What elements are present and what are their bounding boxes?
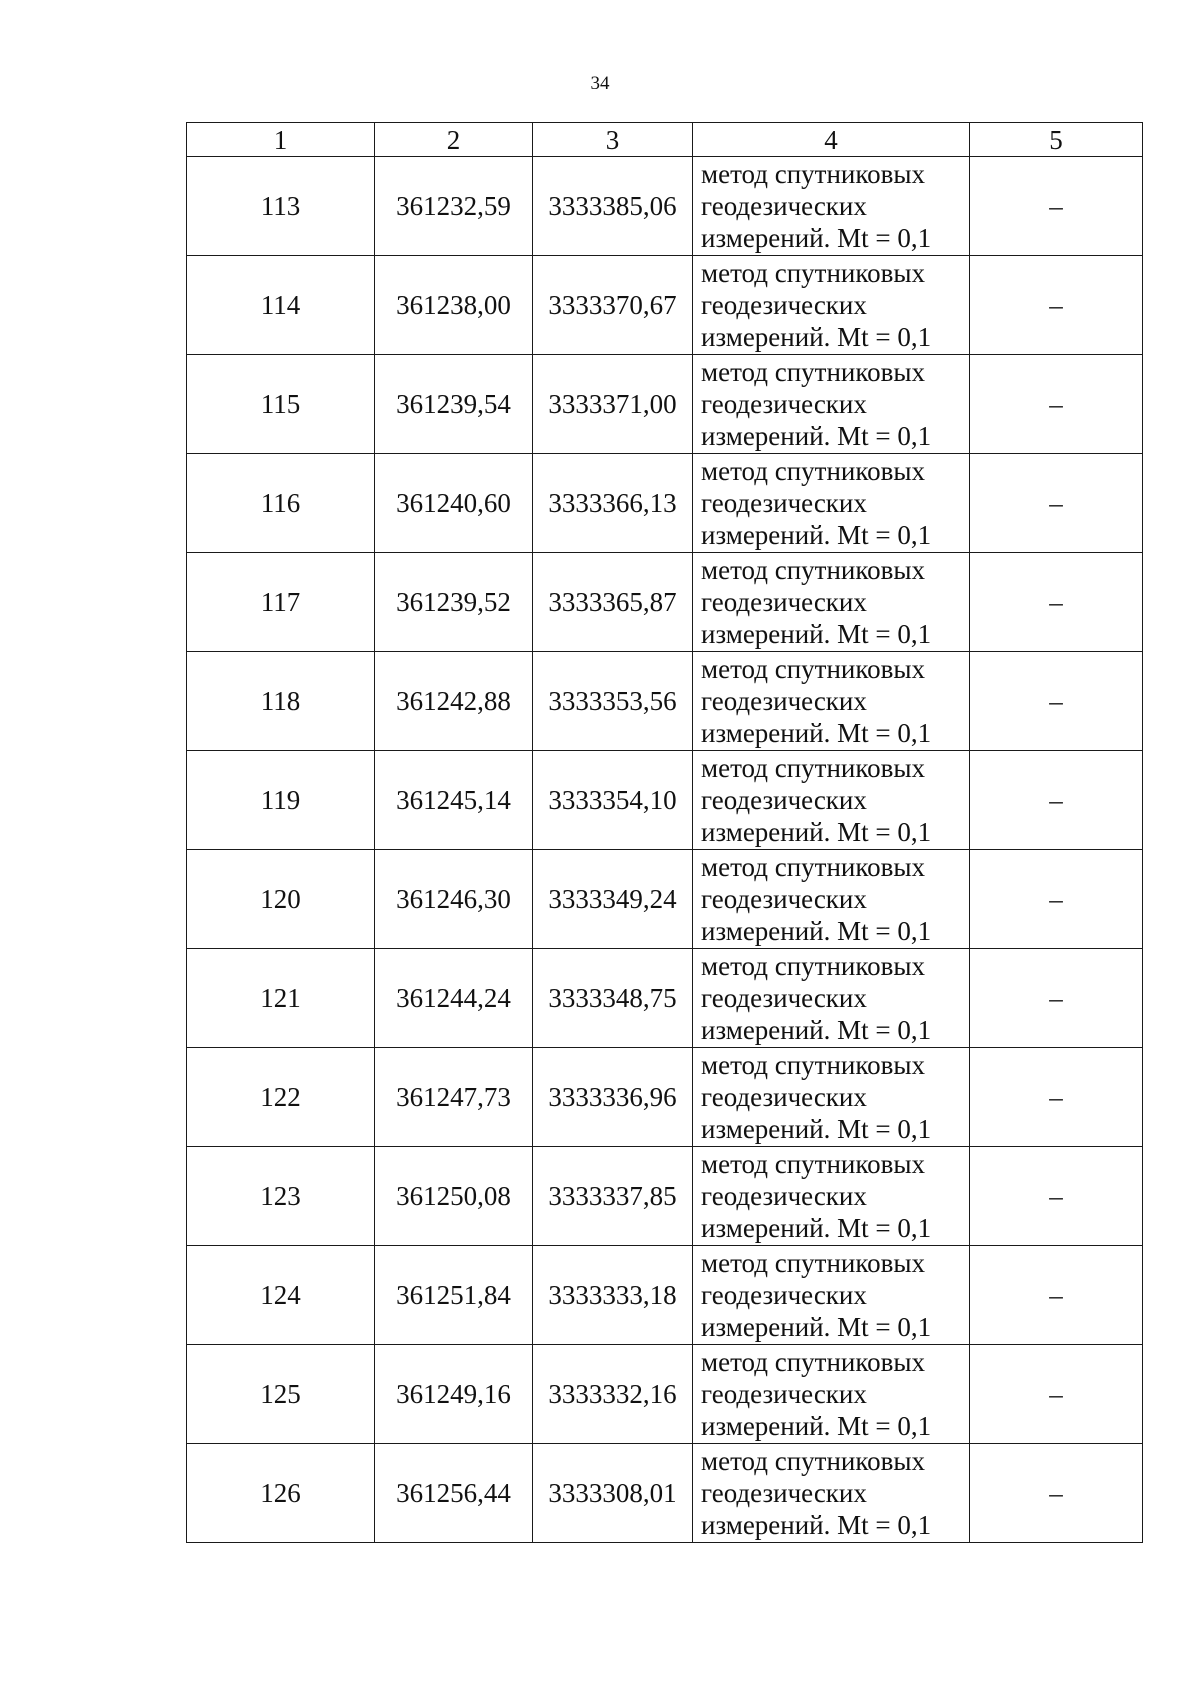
point-number-cell: 115 [187, 355, 375, 454]
x-coordinate-cell: 361251,84 [375, 1246, 533, 1345]
note-cell: – [970, 1345, 1143, 1444]
point-number-cell: 124 [187, 1246, 375, 1345]
table-row [187, 1444, 1143, 1543]
y-coordinate-cell: 3333336,96 [533, 1048, 693, 1147]
header-col-4: 4 [693, 123, 970, 157]
point-number-cell: 120 [187, 850, 375, 949]
table-row [187, 1345, 1143, 1444]
x-coordinate-cell: 361246,30 [375, 850, 533, 949]
method-line: метод спутниковых [701, 1050, 925, 1080]
note-cell: – [970, 1147, 1143, 1246]
method-line: метод спутниковых [701, 258, 925, 288]
method-line: метод спутниковых [701, 1446, 925, 1476]
method-cell [693, 355, 970, 454]
method-cell [693, 553, 970, 652]
method-line: геодезических [701, 191, 867, 221]
method-cell [693, 751, 970, 850]
method-line: метод спутниковых [701, 753, 925, 783]
point-number-cell: 123 [187, 1147, 375, 1246]
table-body [187, 157, 1143, 1543]
note-cell: – [970, 949, 1143, 1048]
method-line: геодезических [701, 587, 867, 617]
header-col-2: 2 [375, 123, 533, 157]
method-line: измерений. Mt = 0,1 [701, 916, 932, 946]
method-line: геодезических [701, 1379, 867, 1409]
x-coordinate-cell: 361238,00 [375, 256, 533, 355]
point-number-cell: 126 [187, 1444, 375, 1543]
y-coordinate-cell: 3333308,01 [533, 1444, 693, 1543]
x-coordinate-cell: 361239,54 [375, 355, 533, 454]
table-row [187, 157, 1143, 256]
point-number-cell: 121 [187, 949, 375, 1048]
point-number-cell: 122 [187, 1048, 375, 1147]
method-cell [693, 1444, 970, 1543]
method-line: измерений. Mt = 0,1 [701, 1015, 932, 1045]
note-cell: – [970, 1444, 1143, 1543]
point-number-cell: 118 [187, 652, 375, 751]
x-coordinate-cell: 361247,73 [375, 1048, 533, 1147]
note-cell: – [970, 1048, 1143, 1147]
method-cell [693, 1345, 970, 1444]
method-line: измерений. Mt = 0,1 [701, 520, 932, 550]
method-cell [693, 157, 970, 256]
y-coordinate-cell: 3333366,13 [533, 454, 693, 553]
table-row [187, 850, 1143, 949]
table-row [187, 256, 1143, 355]
note-cell: – [970, 256, 1143, 355]
header-row [187, 123, 1143, 157]
method-line: геодезических [701, 983, 867, 1013]
method-line: измерений. Mt = 0,1 [701, 1213, 932, 1243]
x-coordinate-cell: 361250,08 [375, 1147, 533, 1246]
note-cell: – [970, 157, 1143, 256]
y-coordinate-cell: 3333348,75 [533, 949, 693, 1048]
note-cell: – [970, 355, 1143, 454]
method-line: измерений. Mt = 0,1 [701, 322, 932, 352]
table-row [187, 1048, 1143, 1147]
method-line: геодезических [701, 884, 867, 914]
method-cell [693, 1048, 970, 1147]
method-line: метод спутниковых [701, 852, 925, 882]
method-line: геодезических [701, 290, 867, 320]
y-coordinate-cell: 3333371,00 [533, 355, 693, 454]
table-row [187, 553, 1143, 652]
method-line: измерений. Mt = 0,1 [701, 223, 932, 253]
y-coordinate-cell: 3333333,18 [533, 1246, 693, 1345]
coordinates-table [186, 122, 1143, 1543]
method-line: геодезических [701, 1181, 867, 1211]
table-row [187, 652, 1143, 751]
method-cell [693, 949, 970, 1048]
method-line: геодезических [701, 1478, 867, 1508]
method-cell [693, 1246, 970, 1345]
y-coordinate-cell: 3333349,24 [533, 850, 693, 949]
point-number-cell: 125 [187, 1345, 375, 1444]
y-coordinate-cell: 3333370,67 [533, 256, 693, 355]
method-line: метод спутниковых [701, 555, 925, 585]
x-coordinate-cell: 361240,60 [375, 454, 533, 553]
method-line: измерений. Mt = 0,1 [701, 718, 932, 748]
x-coordinate-cell: 361256,44 [375, 1444, 533, 1543]
point-number-cell: 113 [187, 157, 375, 256]
method-line: измерений. Mt = 0,1 [701, 1312, 932, 1342]
y-coordinate-cell: 3333353,56 [533, 652, 693, 751]
x-coordinate-cell: 361239,52 [375, 553, 533, 652]
method-line: метод спутниковых [701, 357, 925, 387]
y-coordinate-cell: 3333337,85 [533, 1147, 693, 1246]
method-cell [693, 652, 970, 751]
method-line: метод спутниковых [701, 1248, 925, 1278]
method-line: метод спутниковых [701, 1149, 925, 1179]
header-col-1: 1 [187, 123, 375, 157]
method-cell [693, 256, 970, 355]
point-number-cell: 117 [187, 553, 375, 652]
table-header [187, 123, 1143, 157]
method-line: геодезических [701, 1082, 867, 1112]
method-line: геодезических [701, 1280, 867, 1310]
x-coordinate-cell: 361242,88 [375, 652, 533, 751]
header-col-5: 5 [970, 123, 1143, 157]
method-cell [693, 454, 970, 553]
note-cell: – [970, 1246, 1143, 1345]
method-cell [693, 850, 970, 949]
method-line: измерений. Mt = 0,1 [701, 1114, 932, 1144]
method-cell [693, 1147, 970, 1246]
page-number: 34 [590, 73, 610, 94]
table-row [187, 1147, 1143, 1246]
table-row [187, 1246, 1143, 1345]
y-coordinate-cell: 3333385,06 [533, 157, 693, 256]
x-coordinate-cell: 361244,24 [375, 949, 533, 1048]
method-line: измерений. Mt = 0,1 [701, 817, 932, 847]
method-line: измерений. Mt = 0,1 [701, 619, 932, 649]
method-line: измерений. Mt = 0,1 [701, 1411, 932, 1441]
method-line: геодезических [701, 785, 867, 815]
method-line: метод спутниковых [701, 159, 925, 189]
x-coordinate-cell: 361232,59 [375, 157, 533, 256]
method-line: измерений. Mt = 0,1 [701, 421, 932, 451]
x-coordinate-cell: 361245,14 [375, 751, 533, 850]
note-cell: – [970, 850, 1143, 949]
method-line: метод спутниковых [701, 654, 925, 684]
point-number-cell: 119 [187, 751, 375, 850]
method-line: геодезических [701, 686, 867, 716]
note-cell: – [970, 751, 1143, 850]
y-coordinate-cell: 3333332,16 [533, 1345, 693, 1444]
note-cell: – [970, 454, 1143, 553]
header-col-3: 3 [533, 123, 693, 157]
method-line: метод спутниковых [701, 1347, 925, 1377]
method-line: метод спутниковых [701, 951, 925, 981]
table-row [187, 454, 1143, 553]
table-row [187, 949, 1143, 1048]
note-cell: – [970, 553, 1143, 652]
point-number-cell: 116 [187, 454, 375, 553]
method-line: метод спутниковых [701, 456, 925, 486]
y-coordinate-cell: 3333354,10 [533, 751, 693, 850]
table-row [187, 751, 1143, 850]
point-number-cell: 114 [187, 256, 375, 355]
table-row [187, 355, 1143, 454]
method-line: измерений. Mt = 0,1 [701, 1510, 932, 1540]
method-line: геодезических [701, 389, 867, 419]
x-coordinate-cell: 361249,16 [375, 1345, 533, 1444]
note-cell: – [970, 652, 1143, 751]
y-coordinate-cell: 3333365,87 [533, 553, 693, 652]
method-line: геодезических [701, 488, 867, 518]
